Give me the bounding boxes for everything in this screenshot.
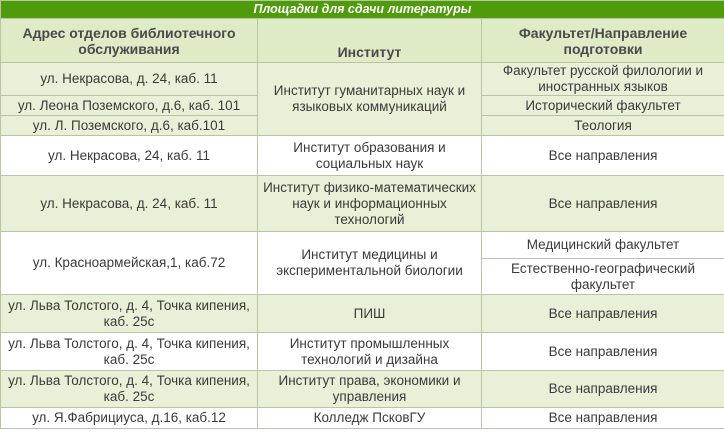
institute-cell: Институт гуманитарных наук и языковых коммуникаций <box>258 63 482 136</box>
faculty-cell: Все направления <box>482 333 724 371</box>
address-cell: ул. Некрасова, 24, каб. 11 <box>1 136 258 176</box>
faculty-cell: Все направления <box>482 371 724 408</box>
faculty-cell: Все направления <box>482 176 724 232</box>
table-row <box>1 232 724 259</box>
address-cell: ул. Л. Поземского, д.6, каб.101 <box>1 116 258 136</box>
header-address: Адрес отделов библиотечного обслуживания <box>1 19 258 63</box>
table-title: Площадки для сдачи литературы <box>1 1 724 19</box>
address-cell: ул. Льва Толстого, д. 4, Точка кипения, каб. 25с <box>1 333 258 371</box>
faculty-cell: Все направления <box>482 136 724 176</box>
header-institute: Институт <box>258 19 482 63</box>
address-cell: ул. Льва Толстого, д. 4, Точка кипения, каб. 25с <box>1 295 258 333</box>
table-row <box>1 63 724 96</box>
institute-cell: ПИШ <box>258 295 482 333</box>
institute-cell: Институт физико-математических наук и информационных технологий <box>258 176 482 232</box>
address-cell: ул. Некрасова, д. 24, каб. 11 <box>1 63 258 96</box>
address-cell: ул. Некрасова, д. 24, каб. 11 <box>1 176 258 232</box>
institute-cell: Колледж ПсковГУ <box>258 408 482 429</box>
faculty-cell: Исторический факультет <box>482 96 724 116</box>
faculty-cell: Факультет русской филологии и иностранных языков <box>482 63 724 96</box>
table-row <box>1 176 724 232</box>
institute-cell: Институт промышленных технологий и дизайна <box>258 333 482 371</box>
table-title-row <box>1 1 724 19</box>
institute-cell: Институт права, экономики и управления <box>258 371 482 408</box>
header-faculty: Факультет/Направление подготовки <box>482 19 724 63</box>
faculty-cell: Все направления <box>482 408 724 429</box>
table-row <box>1 136 724 176</box>
table-row <box>1 333 724 371</box>
faculty-cell: Все направления <box>482 295 724 333</box>
address-cell: ул. Я.Фабрициуса, д.16, каб.12 <box>1 408 258 429</box>
table-row <box>1 295 724 333</box>
faculty-cell: Теология <box>482 116 724 136</box>
institute-cell: Институт медицины и экспериментальной биологии <box>258 232 482 295</box>
address-cell: ул. Красноармейская,1, каб.72 <box>1 232 258 295</box>
table-row <box>1 408 724 429</box>
faculty-cell: Естественно-географический факультет <box>482 259 724 295</box>
institute-cell: Институт образования и социальных наук <box>258 136 482 176</box>
header-row <box>1 19 724 63</box>
table-row <box>1 371 724 408</box>
address-cell: ул. Льва Толстого, д. 4, Точка кипения, каб. 25с <box>1 371 258 408</box>
faculty-cell: Медицинский факультет <box>482 232 724 259</box>
address-cell: ул. Леона Поземского, д.6, каб. 101 <box>1 96 258 116</box>
